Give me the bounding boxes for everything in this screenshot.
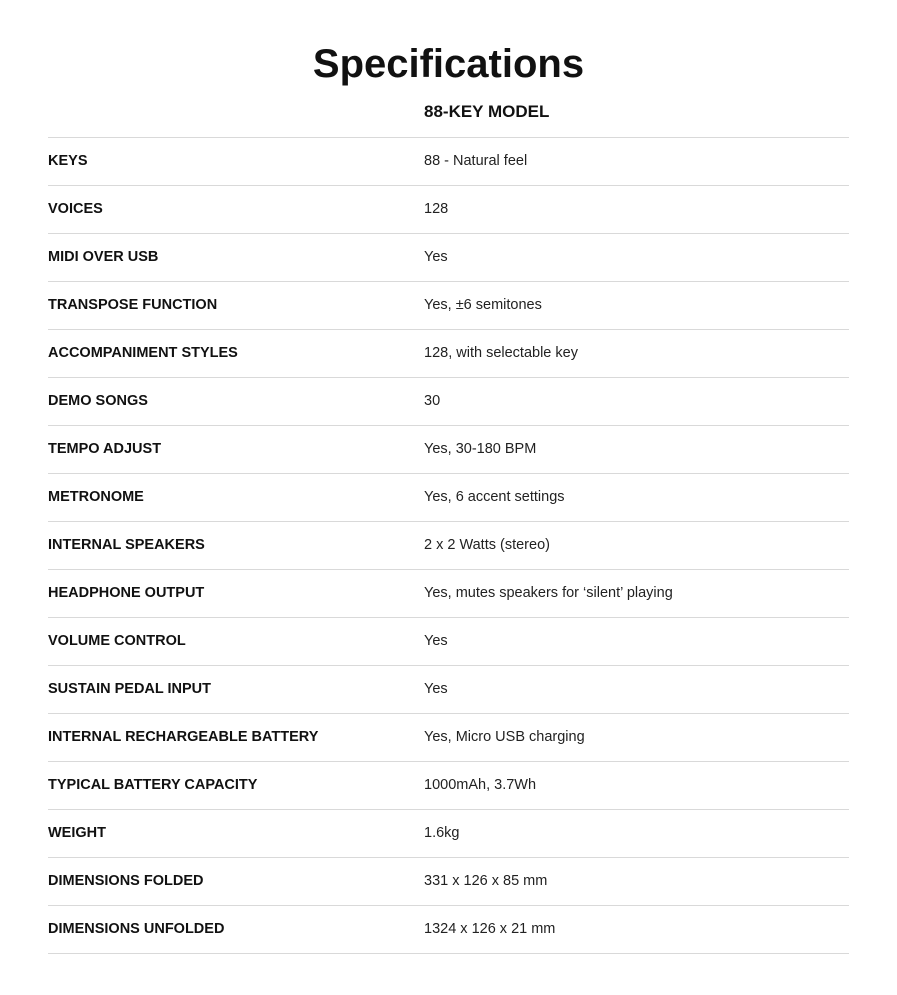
spec-row-typical-battery-capacity	[48, 762, 849, 810]
spec-row-dimensions-unfolded	[48, 906, 849, 954]
spec-label: METRONOME	[48, 489, 144, 505]
spec-value: Yes	[424, 633, 448, 649]
spec-row-transpose-function	[48, 282, 849, 330]
spec-label: KEYS	[48, 153, 88, 169]
spec-label: VOICES	[48, 201, 103, 217]
spec-row-metronome	[48, 474, 849, 522]
spec-value: 128	[424, 201, 449, 217]
spec-label: HEADPHONE OUTPUT	[48, 585, 205, 601]
spec-label: TRANSPOSE FUNCTION	[48, 297, 218, 313]
spec-row-internal-speakers	[48, 522, 849, 570]
spec-value: 88 - Natural feel	[424, 153, 528, 169]
spec-row-midi-over-usb	[48, 234, 849, 282]
spec-label: MIDI OVER USB	[48, 249, 159, 265]
spec-row-internal-rechargeable-battery	[48, 714, 849, 762]
spec-row-demo-songs	[48, 378, 849, 426]
spec-label: INTERNAL RECHARGEABLE BATTERY	[48, 729, 319, 745]
spec-row-accompaniment-styles	[48, 330, 849, 378]
spec-value: Yes, Micro USB charging	[424, 729, 585, 745]
spec-row-tempo-adjust	[48, 426, 849, 474]
spec-value: 2 x 2 Watts (stereo)	[424, 537, 550, 553]
spec-value: 1000mAh, 3.7Wh	[424, 777, 537, 793]
spec-value: 1.6kg	[424, 825, 460, 841]
spec-label: ACCOMPANIMENT STYLES	[48, 345, 238, 361]
spec-label: WEIGHT	[48, 825, 106, 841]
spec-row-dimensions-folded	[48, 858, 849, 906]
spec-value: 30	[424, 393, 441, 409]
spec-value: 1324 x 126 x 21 mm	[424, 921, 556, 937]
spec-label: VOLUME CONTROL	[48, 633, 186, 649]
spec-value: 128, with selectable key	[424, 345, 578, 361]
page-title: Specifications	[312, 42, 585, 86]
spec-label: DIMENSIONS FOLDED	[48, 873, 204, 889]
spec-label: TEMPO ADJUST	[48, 441, 162, 457]
spec-row-weight	[48, 810, 849, 858]
spec-row-headphone-output	[48, 570, 849, 618]
spec-row-volume-control	[48, 618, 849, 666]
spec-row-keys	[48, 138, 849, 186]
spec-row-sustain-pedal-input	[48, 666, 849, 714]
spec-value: Yes	[424, 681, 448, 697]
spec-value: Yes, 6 accent settings	[424, 489, 565, 505]
spec-value: Yes, mutes speakers for ‘silent’ playing	[424, 585, 673, 601]
spec-label: DEMO SONGS	[48, 393, 148, 409]
spec-value: Yes, 30-180 BPM	[424, 441, 537, 457]
spec-row-voices	[48, 186, 849, 234]
spec-label: INTERNAL SPEAKERS	[48, 537, 205, 553]
spec-value: 331 x 126 x 85 mm	[424, 873, 548, 889]
model-column-heading: 88-KEY MODEL	[424, 102, 550, 121]
spec-value: Yes, ±6 semitones	[424, 297, 542, 313]
spec-label: TYPICAL BATTERY CAPACITY	[48, 777, 258, 793]
spec-value: Yes	[424, 249, 448, 265]
spec-table	[48, 137, 849, 954]
spec-label: DIMENSIONS UNFOLDED	[48, 921, 225, 937]
spec-label: SUSTAIN PEDAL INPUT	[48, 681, 212, 697]
